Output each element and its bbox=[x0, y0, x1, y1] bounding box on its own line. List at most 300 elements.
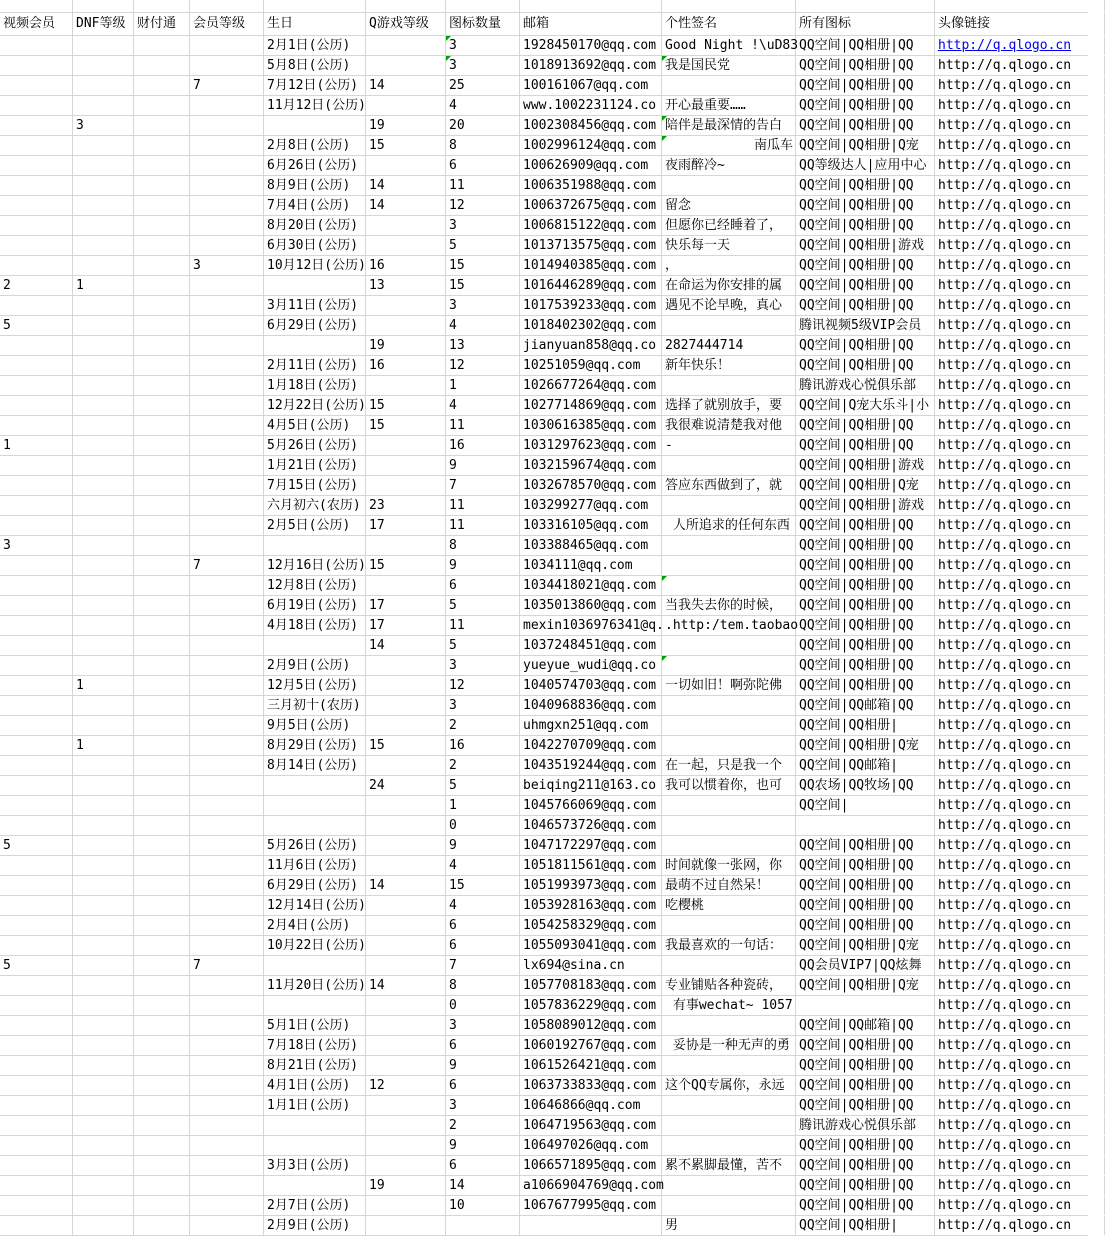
cell-signature[interactable] bbox=[662, 1016, 796, 1035]
cell-video_vip[interactable] bbox=[0, 916, 73, 935]
cell-vip_level[interactable] bbox=[190, 436, 264, 455]
cell-birthday[interactable] bbox=[264, 276, 366, 295]
cell-tenpay[interactable] bbox=[134, 1116, 190, 1135]
cell-birthday[interactable]: 12月14日(公历) bbox=[264, 896, 366, 915]
cell-email[interactable]: 1051993973@qq.com bbox=[520, 876, 662, 895]
cell-icons[interactable]: QQ空间|QQ相册|QQ bbox=[796, 36, 935, 55]
cell-email[interactable]: 1928450170@qq.com bbox=[520, 36, 662, 55]
cell-tenpay[interactable] bbox=[134, 616, 190, 635]
cell-video_vip[interactable] bbox=[0, 396, 73, 415]
cell-icons[interactable]: QQ空间|QQ相册|QQ bbox=[796, 176, 935, 195]
cell-birthday[interactable]: 8月14日(公历) bbox=[264, 756, 366, 775]
cell-icons[interactable]: QQ空间|QQ相册| bbox=[796, 1216, 935, 1235]
cell-icon_count[interactable]: 3 bbox=[446, 1096, 520, 1115]
cell-dnf_level[interactable] bbox=[73, 236, 134, 255]
cell-icons[interactable]: QQ空间|QQ相册|游戏 bbox=[796, 236, 935, 255]
cell-tenpay[interactable] bbox=[134, 376, 190, 395]
empty-cell[interactable] bbox=[520, 0, 662, 12]
cell-birthday[interactable] bbox=[264, 1136, 366, 1155]
cell-icon_count[interactable]: 14 bbox=[446, 1176, 520, 1195]
cell-signature[interactable] bbox=[662, 836, 796, 855]
cell-icons[interactable]: QQ空间|QQ相册|QQ bbox=[796, 1196, 935, 1215]
cell-email[interactable]: 1006351988@qq.com bbox=[520, 176, 662, 195]
cell-tenpay[interactable] bbox=[134, 1096, 190, 1115]
cell-birthday[interactable]: 11月6日(公历) bbox=[264, 856, 366, 875]
cell-tenpay[interactable] bbox=[134, 796, 190, 815]
cell-tenpay[interactable] bbox=[134, 396, 190, 415]
cell-email[interactable]: 1032159674@qq.com bbox=[520, 456, 662, 475]
cell-icon_count[interactable]: 0 bbox=[446, 996, 520, 1015]
cell-tenpay[interactable] bbox=[134, 976, 190, 995]
cell-dnf_level[interactable] bbox=[73, 696, 134, 715]
cell-vip_level[interactable] bbox=[190, 656, 264, 675]
cell-tenpay[interactable] bbox=[134, 216, 190, 235]
cell-icon_count[interactable]: 9 bbox=[446, 1136, 520, 1155]
cell-icons[interactable]: 腾讯游戏心悦俱乐部 bbox=[796, 376, 935, 395]
cell-icons[interactable]: QQ空间|QQ相册|QQ bbox=[796, 636, 935, 655]
avatar-link[interactable]: http://q.qlogo.cn bbox=[935, 1096, 1105, 1115]
cell-birthday[interactable] bbox=[264, 816, 366, 835]
cell-signature[interactable]: 最萌不过自然呆！ bbox=[662, 876, 796, 895]
cell-qgame_level[interactable] bbox=[366, 1016, 446, 1035]
cell-signature[interactable]: 在一起，只是我一个 bbox=[662, 756, 796, 775]
cell-video_vip[interactable]: 2 bbox=[0, 276, 73, 295]
avatar-link[interactable]: http://q.qlogo.cn bbox=[935, 76, 1105, 95]
cell-qgame_level[interactable]: 16 bbox=[366, 256, 446, 275]
cell-qgame_level[interactable] bbox=[366, 296, 446, 315]
cell-video_vip[interactable] bbox=[0, 136, 73, 155]
avatar-link[interactable]: http://q.qlogo.cn bbox=[935, 476, 1105, 495]
cell-icons[interactable]: QQ空间|QQ相册|QQ bbox=[796, 436, 935, 455]
cell-qgame_level[interactable] bbox=[366, 1196, 446, 1215]
avatar-link[interactable]: http://q.qlogo.cn bbox=[935, 336, 1105, 355]
cell-email[interactable]: 1046573726@qq.com bbox=[520, 816, 662, 835]
avatar-link[interactable]: http://q.qlogo.cn bbox=[935, 996, 1105, 1015]
cell-icon_count[interactable]: 7 bbox=[446, 476, 520, 495]
cell-tenpay[interactable] bbox=[134, 896, 190, 915]
cell-video_vip[interactable] bbox=[0, 1076, 73, 1095]
cell-icon_count[interactable]: 6 bbox=[446, 576, 520, 595]
avatar-link[interactable]: http://q.qlogo.cn bbox=[935, 696, 1105, 715]
cell-dnf_level[interactable] bbox=[73, 136, 134, 155]
cell-dnf_level[interactable] bbox=[73, 476, 134, 495]
cell-video_vip[interactable] bbox=[0, 676, 73, 695]
cell-email[interactable] bbox=[520, 1216, 662, 1235]
cell-qgame_level[interactable]: 17 bbox=[366, 596, 446, 615]
cell-birthday[interactable]: 4月1日(公历) bbox=[264, 1076, 366, 1095]
cell-tenpay[interactable] bbox=[134, 296, 190, 315]
cell-tenpay[interactable] bbox=[134, 76, 190, 95]
cell-email[interactable]: 1016446289@qq.com bbox=[520, 276, 662, 295]
empty-cell[interactable] bbox=[935, 0, 1105, 12]
cell-video_vip[interactable] bbox=[0, 476, 73, 495]
cell-qgame_level[interactable] bbox=[366, 856, 446, 875]
cell-icon_count[interactable]: 11 bbox=[446, 496, 520, 515]
cell-dnf_level[interactable] bbox=[73, 156, 134, 175]
cell-tenpay[interactable] bbox=[134, 456, 190, 475]
cell-email[interactable]: beiqing211@163.co bbox=[520, 776, 662, 795]
cell-tenpay[interactable] bbox=[134, 116, 190, 135]
cell-dnf_level[interactable]: 1 bbox=[73, 676, 134, 695]
avatar-link[interactable]: http://q.qlogo.cn bbox=[935, 236, 1105, 255]
avatar-link[interactable]: http://q.qlogo.cn bbox=[935, 496, 1105, 515]
cell-dnf_level[interactable] bbox=[73, 456, 134, 475]
cell-birthday[interactable]: 三月初十(农历) bbox=[264, 696, 366, 715]
cell-dnf_level[interactable] bbox=[73, 416, 134, 435]
avatar-link[interactable]: http://q.qlogo.cn bbox=[935, 856, 1105, 875]
cell-dnf_level[interactable] bbox=[73, 376, 134, 395]
cell-qgame_level[interactable] bbox=[366, 1136, 446, 1155]
cell-birthday[interactable]: 7月12日(公历) bbox=[264, 76, 366, 95]
cell-video_vip[interactable] bbox=[0, 76, 73, 95]
cell-icon_count[interactable]: 11 bbox=[446, 516, 520, 535]
cell-signature[interactable]: 男 bbox=[662, 1216, 796, 1235]
avatar-link[interactable]: http://q.qlogo.cn bbox=[935, 876, 1105, 895]
cell-dnf_level[interactable] bbox=[73, 1056, 134, 1075]
cell-email[interactable]: 10251059@qq.com bbox=[520, 356, 662, 375]
cell-icons[interactable]: QQ空间|QQ邮箱|QQ bbox=[796, 1016, 935, 1035]
cell-email[interactable]: 1053928163@qq.com bbox=[520, 896, 662, 915]
avatar-link[interactable]: http://q.qlogo.cn bbox=[935, 1036, 1105, 1055]
cell-birthday[interactable]: 5月26日(公历) bbox=[264, 836, 366, 855]
cell-qgame_level[interactable] bbox=[366, 1156, 446, 1175]
cell-dnf_level[interactable] bbox=[73, 1036, 134, 1055]
avatar-link[interactable]: http://q.qlogo.cn bbox=[935, 936, 1105, 955]
cell-vip_level[interactable] bbox=[190, 1176, 264, 1195]
cell-email[interactable]: mexin1036976341@q. bbox=[520, 616, 662, 635]
cell-signature[interactable] bbox=[662, 916, 796, 935]
cell-email[interactable]: 1040574703@qq.com bbox=[520, 676, 662, 695]
cell-vip_level[interactable] bbox=[190, 36, 264, 55]
cell-tenpay[interactable] bbox=[134, 536, 190, 555]
cell-icon_count[interactable]: 4 bbox=[446, 96, 520, 115]
cell-icons[interactable]: QQ等级达人|应用中心 bbox=[796, 156, 935, 175]
cell-dnf_level[interactable] bbox=[73, 256, 134, 275]
cell-vip_level[interactable]: 7 bbox=[190, 76, 264, 95]
cell-tenpay[interactable] bbox=[134, 936, 190, 955]
cell-dnf_level[interactable] bbox=[73, 356, 134, 375]
avatar-link[interactable]: http://q.qlogo.cn bbox=[935, 316, 1105, 335]
cell-video_vip[interactable] bbox=[0, 696, 73, 715]
cell-signature[interactable]: 夜雨醉冷~ bbox=[662, 156, 796, 175]
cell-icon_count[interactable]: 3 bbox=[446, 56, 520, 75]
cell-vip_level[interactable] bbox=[190, 276, 264, 295]
avatar-link[interactable]: http://q.qlogo.cn bbox=[935, 796, 1105, 815]
cell-video_vip[interactable] bbox=[0, 116, 73, 135]
avatar-link[interactable]: http://q.qlogo.cn bbox=[935, 356, 1105, 375]
cell-qgame_level[interactable]: 14 bbox=[366, 976, 446, 995]
cell-qgame_level[interactable] bbox=[366, 1216, 446, 1235]
cell-icon_count[interactable]: 1 bbox=[446, 376, 520, 395]
cell-vip_level[interactable] bbox=[190, 576, 264, 595]
cell-signature[interactable]: Good Night !\uD83 bbox=[662, 36, 796, 55]
cell-icon_count[interactable]: 6 bbox=[446, 1036, 520, 1055]
cell-icons[interactable]: QQ空间|QQ相册|QQ bbox=[796, 276, 935, 295]
cell-signature[interactable]: 一切如旧！啊弥陀佛 bbox=[662, 676, 796, 695]
cell-signature[interactable]: 留念 bbox=[662, 196, 796, 215]
cell-icon_count[interactable]: 4 bbox=[446, 316, 520, 335]
cell-icon_count[interactable]: 3 bbox=[446, 36, 520, 55]
cell-qgame_level[interactable]: 16 bbox=[366, 356, 446, 375]
cell-qgame_level[interactable]: 19 bbox=[366, 116, 446, 135]
cell-qgame_level[interactable] bbox=[366, 676, 446, 695]
cell-qgame_level[interactable] bbox=[366, 1056, 446, 1075]
cell-birthday[interactable]: 6月26日(公历) bbox=[264, 156, 366, 175]
cell-dnf_level[interactable] bbox=[73, 1116, 134, 1135]
cell-qgame_level[interactable] bbox=[366, 756, 446, 775]
cell-vip_level[interactable] bbox=[190, 496, 264, 515]
cell-qgame_level[interactable]: 24 bbox=[366, 776, 446, 795]
cell-qgame_level[interactable] bbox=[366, 956, 446, 975]
cell-tenpay[interactable] bbox=[134, 1056, 190, 1075]
cell-icons[interactable]: QQ空间|QQ相册|QQ bbox=[796, 96, 935, 115]
cell-dnf_level[interactable] bbox=[73, 796, 134, 815]
cell-tenpay[interactable] bbox=[134, 56, 190, 75]
cell-signature[interactable]: - bbox=[662, 436, 796, 455]
cell-email[interactable]: 1058089012@qq.com bbox=[520, 1016, 662, 1035]
empty-cell[interactable] bbox=[0, 0, 73, 12]
cell-email[interactable]: 1043519244@qq.com bbox=[520, 756, 662, 775]
cell-dnf_level[interactable] bbox=[73, 316, 134, 335]
cell-qgame_level[interactable]: 12 bbox=[366, 1076, 446, 1095]
cell-dnf_level[interactable] bbox=[73, 216, 134, 235]
cell-icon_count[interactable]: 1 bbox=[446, 796, 520, 815]
cell-signature[interactable]: 新年快乐！ bbox=[662, 356, 796, 375]
empty-cell[interactable] bbox=[446, 0, 520, 12]
cell-dnf_level[interactable] bbox=[73, 916, 134, 935]
cell-email[interactable]: 1042270709@qq.com bbox=[520, 736, 662, 755]
cell-qgame_level[interactable] bbox=[366, 56, 446, 75]
cell-vip_level[interactable] bbox=[190, 796, 264, 815]
cell-vip_level[interactable] bbox=[190, 836, 264, 855]
cell-video_vip[interactable] bbox=[0, 1136, 73, 1155]
cell-video_vip[interactable] bbox=[0, 876, 73, 895]
cell-signature[interactable] bbox=[662, 796, 796, 815]
cell-dnf_level[interactable] bbox=[73, 396, 134, 415]
cell-icons[interactable]: QQ会员VIP7|QQ炫舞 bbox=[796, 956, 935, 975]
cell-signature[interactable]: 南瓜车 bbox=[662, 136, 796, 155]
avatar-link[interactable]: http://q.qlogo.cn bbox=[935, 576, 1105, 595]
cell-icons[interactable] bbox=[796, 816, 935, 835]
cell-dnf_level[interactable] bbox=[73, 176, 134, 195]
cell-icon_count[interactable]: 5 bbox=[446, 236, 520, 255]
cell-tenpay[interactable] bbox=[134, 356, 190, 375]
cell-tenpay[interactable] bbox=[134, 476, 190, 495]
cell-email[interactable]: 103316105@qq.com bbox=[520, 516, 662, 535]
cell-email[interactable]: 1063733833@qq.com bbox=[520, 1076, 662, 1095]
cell-email[interactable]: 1035013860@qq.com bbox=[520, 596, 662, 615]
avatar-link[interactable]: http://q.qlogo.cn bbox=[935, 1056, 1105, 1075]
cell-email[interactable]: 1018913692@qq.com bbox=[520, 56, 662, 75]
cell-qgame_level[interactable] bbox=[366, 1116, 446, 1135]
cell-vip_level[interactable] bbox=[190, 356, 264, 375]
cell-email[interactable]: 1032678570@qq.com bbox=[520, 476, 662, 495]
cell-birthday[interactable]: 7月15日(公历) bbox=[264, 476, 366, 495]
cell-icon_count[interactable]: 6 bbox=[446, 916, 520, 935]
cell-video_vip[interactable] bbox=[0, 376, 73, 395]
cell-vip_level[interactable] bbox=[190, 156, 264, 175]
avatar-link[interactable]: http://q.qlogo.cn bbox=[935, 656, 1105, 675]
cell-icon_count[interactable]: 16 bbox=[446, 736, 520, 755]
cell-dnf_level[interactable] bbox=[73, 96, 134, 115]
cell-tenpay[interactable] bbox=[134, 156, 190, 175]
cell-email[interactable]: 1051811561@qq.com bbox=[520, 856, 662, 875]
cell-icon_count[interactable]: 15 bbox=[446, 276, 520, 295]
cell-dnf_level[interactable] bbox=[73, 1176, 134, 1195]
cell-dnf_level[interactable] bbox=[73, 776, 134, 795]
cell-icon_count[interactable]: 6 bbox=[446, 1076, 520, 1095]
cell-dnf_level[interactable] bbox=[73, 936, 134, 955]
cell-qgame_level[interactable] bbox=[366, 836, 446, 855]
cell-qgame_level[interactable]: 14 bbox=[366, 876, 446, 895]
cell-icons[interactable]: QQ空间|QQ相册|QQ bbox=[796, 216, 935, 235]
cell-video_vip[interactable] bbox=[0, 796, 73, 815]
cell-icon_count[interactable]: 4 bbox=[446, 396, 520, 415]
cell-vip_level[interactable] bbox=[190, 896, 264, 915]
avatar-link[interactable]: http://q.qlogo.cn bbox=[935, 596, 1105, 615]
cell-email[interactable]: 100626909@qq.com bbox=[520, 156, 662, 175]
avatar-link[interactable]: http://q.qlogo.cn bbox=[935, 1076, 1105, 1095]
cell-dnf_level[interactable] bbox=[73, 336, 134, 355]
cell-qgame_level[interactable] bbox=[366, 796, 446, 815]
cell-signature[interactable] bbox=[662, 1136, 796, 1155]
cell-signature[interactable] bbox=[662, 316, 796, 335]
cell-tenpay[interactable] bbox=[134, 836, 190, 855]
cell-vip_level[interactable] bbox=[190, 916, 264, 935]
cell-email[interactable]: jianyuan858@qq.co bbox=[520, 336, 662, 355]
cell-icon_count[interactable]: 2 bbox=[446, 756, 520, 775]
cell-icons[interactable]: QQ空间|QQ相册|游戏 bbox=[796, 496, 935, 515]
cell-birthday[interactable]: 2月11日(公历) bbox=[264, 356, 366, 375]
cell-icons[interactable]: 腾讯游戏心悦俱乐部 bbox=[796, 1116, 935, 1135]
cell-icon_count[interactable]: 12 bbox=[446, 676, 520, 695]
cell-birthday[interactable]: 10月12日(公历) bbox=[264, 256, 366, 275]
cell-birthday[interactable]: 2月4日(公历) bbox=[264, 916, 366, 935]
cell-birthday[interactable]: 6月29日(公历) bbox=[264, 876, 366, 895]
cell-dnf_level[interactable] bbox=[73, 296, 134, 315]
cell-video_vip[interactable] bbox=[0, 1216, 73, 1235]
avatar-link[interactable]: http://q.qlogo.cn bbox=[935, 556, 1105, 575]
cell-signature[interactable]: 选择了就别放手，要 bbox=[662, 396, 796, 415]
cell-birthday[interactable]: 2月7日(公历) bbox=[264, 1196, 366, 1215]
cell-birthday[interactable]: 1月18日(公历) bbox=[264, 376, 366, 395]
cell-tenpay[interactable] bbox=[134, 1036, 190, 1055]
cell-email[interactable]: yueyue_wudi@qq.co bbox=[520, 656, 662, 675]
cell-qgame_level[interactable]: 14 bbox=[366, 636, 446, 655]
cell-birthday[interactable]: 8月29日(公历) bbox=[264, 736, 366, 755]
empty-cell[interactable] bbox=[134, 0, 190, 12]
cell-vip_level[interactable] bbox=[190, 416, 264, 435]
cell-vip_level[interactable] bbox=[190, 1076, 264, 1095]
cell-dnf_level[interactable] bbox=[73, 596, 134, 615]
cell-birthday[interactable] bbox=[264, 336, 366, 355]
cell-video_vip[interactable] bbox=[0, 456, 73, 475]
cell-qgame_level[interactable] bbox=[366, 216, 446, 235]
cell-dnf_level[interactable] bbox=[73, 996, 134, 1015]
cell-dnf_level[interactable] bbox=[73, 896, 134, 915]
cell-birthday[interactable] bbox=[264, 776, 366, 795]
cell-email[interactable]: 1030616385@qq.com bbox=[520, 416, 662, 435]
cell-tenpay[interactable] bbox=[134, 816, 190, 835]
cell-birthday[interactable]: 5月26日(公历) bbox=[264, 436, 366, 455]
cell-qgame_level[interactable] bbox=[366, 576, 446, 595]
cell-email[interactable]: 1006372675@qq.com bbox=[520, 196, 662, 215]
column-header-avatar_link[interactable]: 头像链接 bbox=[935, 13, 1105, 35]
cell-qgame_level[interactable]: 14 bbox=[366, 176, 446, 195]
cell-icons[interactable]: QQ空间|QQ相册|QQ bbox=[796, 116, 935, 135]
cell-signature[interactable] bbox=[662, 496, 796, 515]
cell-email[interactable]: 1006815122@qq.com bbox=[520, 216, 662, 235]
cell-birthday[interactable]: 9月5日(公历) bbox=[264, 716, 366, 735]
cell-video_vip[interactable] bbox=[0, 776, 73, 795]
cell-birthday[interactable]: 3月11日(公历) bbox=[264, 296, 366, 315]
cell-tenpay[interactable] bbox=[134, 596, 190, 615]
cell-icon_count[interactable]: 4 bbox=[446, 896, 520, 915]
cell-video_vip[interactable] bbox=[0, 596, 73, 615]
cell-icons[interactable]: QQ空间|QQ相册|QQ bbox=[796, 536, 935, 555]
cell-dnf_level[interactable] bbox=[73, 1096, 134, 1115]
cell-vip_level[interactable] bbox=[190, 376, 264, 395]
cell-signature[interactable] bbox=[662, 656, 796, 675]
cell-icons[interactable]: QQ空间|QQ相册|QQ bbox=[796, 916, 935, 935]
cell-tenpay[interactable] bbox=[134, 1156, 190, 1175]
cell-birthday[interactable]: 6月30日(公历) bbox=[264, 236, 366, 255]
cell-signature[interactable]: 有事wechat~ 1057 bbox=[662, 996, 796, 1015]
cell-video_vip[interactable] bbox=[0, 976, 73, 995]
cell-icon_count[interactable]: 16 bbox=[446, 436, 520, 455]
cell-birthday[interactable] bbox=[264, 796, 366, 815]
avatar-link[interactable]: http://q.qlogo.cn bbox=[935, 376, 1105, 395]
cell-email[interactable]: 1040968836@qq.com bbox=[520, 696, 662, 715]
cell-dnf_level[interactable] bbox=[73, 756, 134, 775]
cell-vip_level[interactable] bbox=[190, 696, 264, 715]
cell-email[interactable]: 1060192767@qq.com bbox=[520, 1036, 662, 1055]
cell-birthday[interactable]: 7月4日(公历) bbox=[264, 196, 366, 215]
cell-vip_level[interactable] bbox=[190, 316, 264, 335]
cell-vip_level[interactable] bbox=[190, 136, 264, 155]
column-header-dnf_level[interactable]: DNF等级 bbox=[73, 13, 134, 35]
cell-video_vip[interactable] bbox=[0, 896, 73, 915]
cell-birthday[interactable]: 6月19日(公历) bbox=[264, 596, 366, 615]
cell-video_vip[interactable] bbox=[0, 1156, 73, 1175]
cell-dnf_level[interactable]: 1 bbox=[73, 276, 134, 295]
cell-video_vip[interactable] bbox=[0, 556, 73, 575]
cell-video_vip[interactable] bbox=[0, 716, 73, 735]
cell-qgame_level[interactable] bbox=[366, 716, 446, 735]
cell-tenpay[interactable] bbox=[134, 696, 190, 715]
cell-vip_level[interactable] bbox=[190, 596, 264, 615]
cell-email[interactable]: 1018402302@qq.com bbox=[520, 316, 662, 335]
column-header-icons[interactable]: 所有图标 bbox=[796, 13, 935, 35]
cell-vip_level[interactable] bbox=[190, 116, 264, 135]
avatar-link[interactable]: http://q.qlogo.cn bbox=[935, 1116, 1105, 1135]
cell-icon_count[interactable]: 5 bbox=[446, 596, 520, 615]
cell-birthday[interactable] bbox=[264, 536, 366, 555]
cell-tenpay[interactable] bbox=[134, 656, 190, 675]
cell-email[interactable]: 1027714869@qq.com bbox=[520, 396, 662, 415]
cell-signature[interactable]: 快乐每一天 bbox=[662, 236, 796, 255]
cell-tenpay[interactable] bbox=[134, 736, 190, 755]
avatar-link[interactable]: http://q.qlogo.cn bbox=[935, 156, 1105, 175]
cell-icon_count[interactable]: 10 bbox=[446, 1196, 520, 1215]
cell-icon_count[interactable]: 2 bbox=[446, 1116, 520, 1135]
cell-video_vip[interactable] bbox=[0, 756, 73, 775]
cell-video_vip[interactable] bbox=[0, 416, 73, 435]
cell-icons[interactable]: QQ空间|QQ相册|QQ bbox=[796, 656, 935, 675]
column-header-signature[interactable]: 个性签名 bbox=[662, 13, 796, 35]
cell-icons[interactable]: QQ空间|QQ相册|QQ bbox=[796, 1136, 935, 1155]
cell-tenpay[interactable] bbox=[134, 316, 190, 335]
